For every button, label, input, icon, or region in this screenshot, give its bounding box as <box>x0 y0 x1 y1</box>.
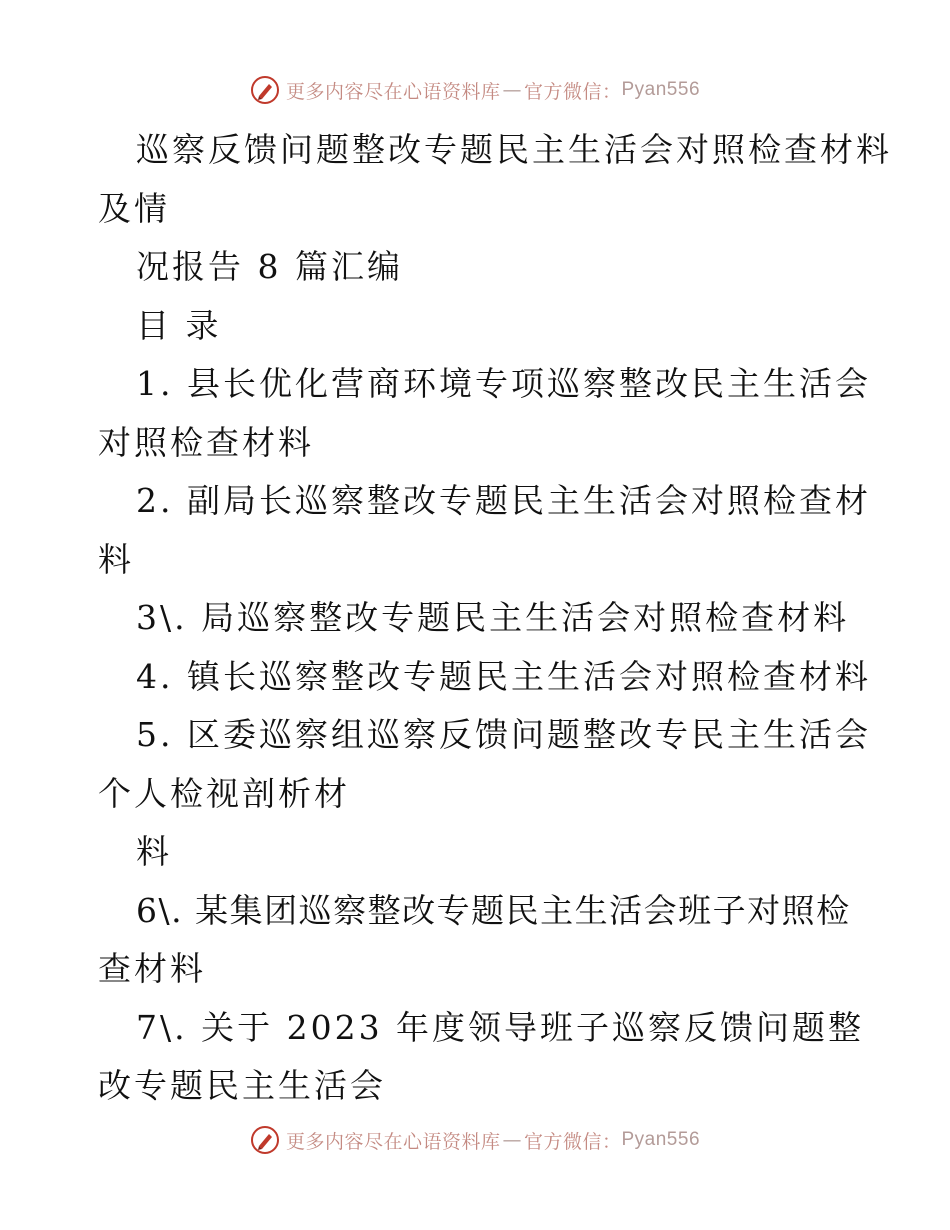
toc-item-6-cont: 查材料 <box>98 949 206 988</box>
watermark-official-label: 官方微信： <box>523 1130 622 1153</box>
toc-item-2: 2. 副局长巡察整改专题民主生活会对照检查材 <box>136 481 871 520</box>
document-title-line-1: 巡察反馈问题整改专题民主生活会对照检查材料 <box>136 130 892 169</box>
toc-item-7-cont: 改专题民主生活会 <box>98 1066 386 1105</box>
toc-item-6: 6\. 某集团巡察整改专题民主生活会班子对照检 <box>136 890 851 930</box>
footer-watermark <box>0 1120 950 1160</box>
toc-item-1-cont: 对照检查材料 <box>98 422 314 462</box>
watermark-separator: — <box>502 79 522 101</box>
toc-item-2-cont: 料 <box>98 539 134 579</box>
toc-heading: 目 录 <box>136 305 222 345</box>
watermark-text: 更多内容尽在心语资料库 <box>285 1130 501 1153</box>
pen-logo-icon <box>250 75 280 105</box>
watermark-wechat-id: Pyan556 <box>621 79 701 100</box>
toc-item-5-cont: 个人检视剖析材 <box>98 773 350 813</box>
document-body <box>98 121 892 1116</box>
header-watermark <box>0 70 950 110</box>
watermark-separator: — <box>502 1129 522 1151</box>
document-title-line-3: 况报告 8 篇汇编 <box>136 247 403 286</box>
watermark-official-label: 官方微信： <box>523 80 622 103</box>
toc-item-3: 3\. 局巡察整改专题民主生活会对照检查材料 <box>136 598 850 637</box>
watermark-text: 更多内容尽在心语资料库 <box>285 80 501 103</box>
toc-item-7: 7\. 关于 2023 年度领导班子巡察反馈问题整 <box>136 1007 865 1047</box>
toc-item-4: 4. 镇长巡察整改专题民主生活会对照检查材料 <box>136 656 871 696</box>
document-title-line-2: 及情 <box>98 188 170 228</box>
watermark-wechat-id: Pyan556 <box>621 1129 701 1150</box>
toc-item-5-cont-2: 料 <box>136 832 172 871</box>
toc-item-1: 1. 县长优化营商环境专项巡察整改民主生活会 <box>136 364 871 403</box>
toc-item-5: 5. 区委巡察组巡察反馈问题整改专民主生活会 <box>136 715 871 754</box>
pen-logo-icon <box>250 1125 280 1155</box>
